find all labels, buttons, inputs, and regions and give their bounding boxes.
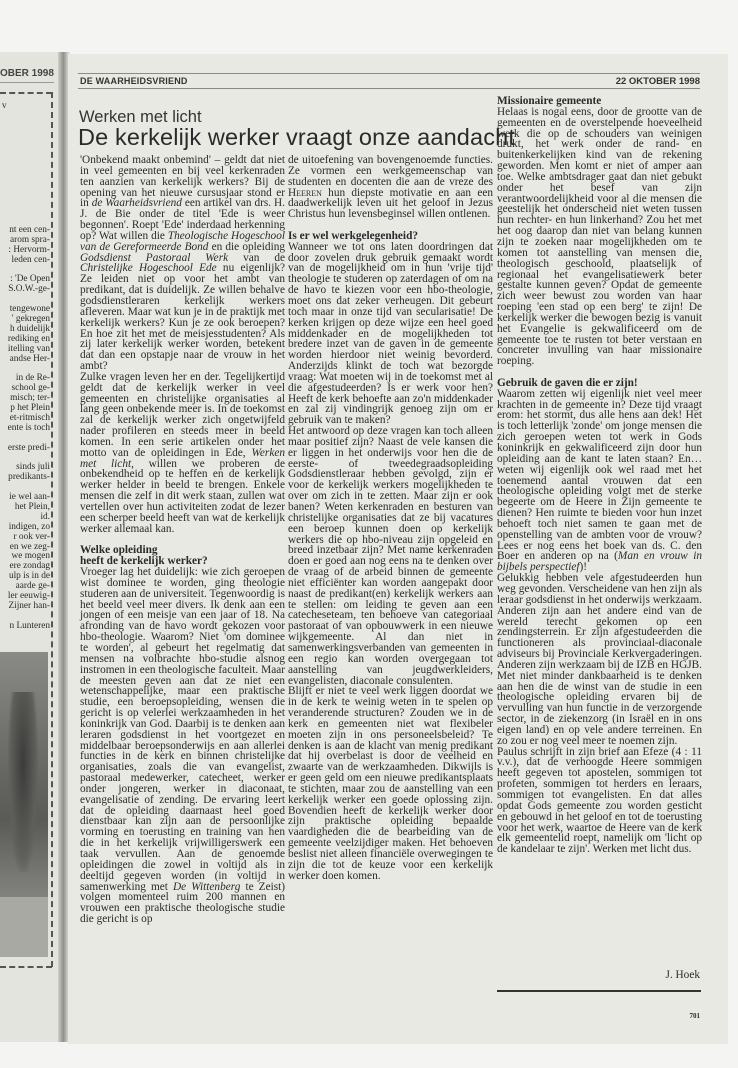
italic-text: De Wittenberg (172, 880, 241, 893)
text-run: Gelukkig hebben vele afgestudeerden hun weg gevonden. Verscheidene van hen zijn als leraar godsdienst in het onderwijs werkzaam. Anderen zijn aan het andere eind van de wereld terecht gekomen op een zendingsterrein. Er zijn afgestudeerden die functioneren als provinciaal-diaconale adviseurs bij Provinciale Kerkvergaderingen. Anderen zijn werkzaam bij de (497, 572, 702, 671)
previous-page-text-line: aarde ge- (15, 581, 50, 592)
previous-page-text-line: we mogen (11, 551, 50, 562)
text-run: Heeren (288, 186, 322, 199)
previous-page-text-line: : 'De Open (10, 274, 50, 285)
paragraph (80, 372, 285, 535)
previous-page-text (0, 226, 50, 632)
text-run: de uitoefening van bovengenoemde functies. Ze vormen een werkgemeenschap van studenten en docenten die aan de vreze des (288, 154, 493, 188)
previous-page-text-line: S.O.W.-ge- (8, 284, 50, 295)
paragraph (288, 426, 493, 686)
paragraph (288, 686, 493, 881)
text-run: Blijft er niet te veel werk liggen doordat we in de kerk te weinig weten in te spelen op veranderende structuren? Zouden we in de kerk en gemeenten niet wat flexibeler moeten zijn in ons personeelsbeleid? Te denken is aan de klacht van menig predikant dat hij overbelast is door de veelheid en zwaarte van de werkzaamheden. Dikwijls is er geen geld om een nieuwe predikantsplaats te stichten, maar zou de aanstelling van een kerkelijk werker een goede oplossing zijn. Bovendien heeft de kerkelijk werker door zijn praktische opleiding bepaalde vaardigheden die de bearbeiding van de gemeente veelzijdiger maken. Het behoeven beslist niet alleen financiële overwegingen te zijn die tot de keuze voor een kerkelijk werker doen komen. (288, 685, 493, 882)
paragraph (80, 155, 285, 372)
previous-page-text-line: indigen, zo (8, 521, 50, 532)
article-column-2 (288, 155, 493, 882)
previous-page-text-line: Zijner han- (8, 600, 50, 611)
text-run: een artikel van drs. H. J. de Bie onder de titel 'Ede is weer begonnen'. Roept 'Ede' inderdaad herkenning op? Wat willen die (80, 197, 285, 242)
text-run: heeft de kerkelijk werker? (80, 555, 208, 568)
text-run: en (654, 658, 671, 671)
previous-page-text-line: p het Plein (10, 403, 50, 414)
previous-page-text-line: rediking en (7, 333, 50, 344)
article-end-rule (497, 990, 701, 992)
previous-page-text-line: ie wel aan- (9, 492, 50, 503)
header-rule-bottom (78, 88, 700, 89)
previous-page-text-line: tengewone (9, 304, 50, 315)
previous-page-text-line: andse Her- (9, 353, 50, 364)
previous-page-photo (0, 652, 48, 957)
text-run: Is er wel werkgelegenheid? (288, 229, 418, 242)
text-run: . Met niet minder dankbaarheid is te denken aan hen die de winst van de studie in een theologische opleiding ervaren bij de vervulling van hun functie in de verzorgende sector, in de ziekenzorg (in Israël en in ons eigen land) en op vele andere terreinen. En zo zou er nog veel meer te noemen zijn. (497, 658, 702, 747)
text-run: te Zeist) volgen momenteel ruim 200 mannen en vrouwen een praktische theologische studie die gericht is op (80, 880, 286, 926)
publication-name: DE WAARHEIDSVRIEND (80, 76, 188, 86)
text-run: HGJB (670, 658, 700, 671)
text-run: hun diepste motivatie en aan een daadwerkelijk leven uit het geloof in Jezus Christus hun levensbeginsel willen ontlenen. (288, 186, 493, 221)
dashed-box-border-right (51, 92, 53, 967)
italic-text: Werken met licht, (80, 446, 285, 470)
previous-page-corner-mark: v (2, 100, 7, 110)
article-kicker: Werken met licht (79, 108, 202, 126)
article-title: De kerkelijk werker vraagt onze aandacht (78, 124, 516, 150)
text-run: Welke opleiding (80, 544, 158, 557)
previous-page-text-line: leden cen- (11, 254, 50, 265)
text-run: Vroeger lag het duidelijk: wie zich geroepen wist dominee te worden, ging theologie studeren aan de universiteit. Tegenwoordig is het beeld veel meer divers. Ik denk aan een jongen of een meisje van een jaar of 18. Na afronding van de havo wordt gekozen voor hbo-theologie. Waarom? Niet 'om dominee te worden', al gebeurt het regelmatig dat mensen na volbrachte hbo-studie alsnog instromen in een theologische faculteit. Maar de meesten geven aan dat ze niet een wetenschappelijke, maar een praktische studie, een beroepsopleiding, wensen die gericht is op velerlei werkzaamheden in het koninkrijk van God. Daarbij is te denken aan leraren godsdienst in het voortgezet en middelbaar beroepsonderwijs en aan allerlei functies in de kerk en binnen christelijke organisaties, zoals die van evangelist, pastoraal medewerker, catecheet, werker onder jongeren, werker in diaconaat, evangelisatie of zending. De ervaring leert dat de opleiding daarnaast heel goed dienstbaar kan zijn aan de persoonlijke vorming en toerusting en training van hen die in het kerkelijk vrijwilligerswerk een taak vervullen. Aan de genoemde opleidingen die zowel in voltijd als in deeltijd gegeven worden (in voltijd in samenwerking met (80, 566, 285, 893)
previous-page-text-line: ler eeuwig- (7, 590, 50, 601)
previous-page-text-line: ulp is in de (8, 571, 50, 582)
previous-page-text-line: itelling van (7, 343, 50, 354)
text-run: Gebruik de gaven die er zijn! (497, 376, 638, 389)
text-run: Het antwoord op deze vragen kan toch alleen maar positief zijn? Naast de vele kansen die er liggen in het onderwijs voor hen die de eerste- of tweedegraadsopleiding Godsdienstleraar hebben gevolgd, zijn er voor de kerkelijk werkers mogelijkheden te over om zich in te zetten. Maar zijn er ook banen? Weten kerkenraden en besturen van christelijke organisaties dat ze bij vacatures een beroep kunnen doen op kerkelijk werkers die op hbo-niveau zijn opgeleid en breed inzetbaar zijn? Met name kerkenraden doen er goed aan nog eens na te denken over de vraag of de arbeid binnen de gemeente niet efficiënter kan worden aangepakt door naast de predikant(en) kerkelijk werkers aan te stellen: om leiding te geven aan een catecheseteam, ten behoeve van categoriaal pastoraat of van opbouwwerk in een nieuwe wijkgemeente. Al dan niet in samenwerkingsverbanden van gemeenten in een regio kan worden overgegaan tot aanstelling van jeugdwerkleiders, evangelisten, diaconale consulenten. (288, 425, 493, 687)
previous-page-text-line: id. (40, 511, 50, 522)
italic-text: Godsdienst Pastoraal Werk (80, 251, 229, 264)
previous-page-text-line: h duidelijk (9, 323, 50, 334)
previous-page-text-line: n Lunteren (9, 620, 50, 631)
paragraph (80, 567, 285, 925)
previous-page-header-rule (0, 82, 54, 83)
paragraph (497, 389, 702, 573)
text-run: en die opleiding (208, 240, 286, 253)
article-column-1 (80, 155, 285, 925)
header-rule-top (78, 73, 700, 74)
italic-text: de Waarheidsvriend (91, 197, 182, 210)
previous-page-text-line: ' gekregen (11, 314, 50, 325)
issue-date: 22 OKTOBER 1998 (615, 76, 700, 87)
previous-page-text-line: et-ritmisch (9, 412, 50, 423)
paragraph (288, 242, 493, 426)
author-signature: J. Hoek (665, 969, 700, 981)
previous-page-text-line: in de Re- (15, 373, 50, 384)
previous-page-text-line: het Plein, (14, 501, 50, 512)
text-run: Missionaire gemeente (497, 95, 602, 107)
text-run: Paulus schrijft in zijn brief aan Efeze (4 : 11 v.v.), dat de verhoogde Heere sommigen heeft gegeven tot apostelen, sommigen tot profeten, sommigen tot herders en leraars, sommigen tot evangelisten. En dat alles opdat Gods gemeente zou worden gesticht en gebouwd in het geloof en tot de toerusting voor het werk, waartoe de Heere van de kerk elk gemeentelid roept, namelijk om 'licht op de kandelaar te zijn'. Werken met licht dus. (497, 745, 702, 856)
previous-page-text-line: school ge- (11, 383, 50, 394)
italic-text: Theologische Hogeschool van de Gereformeerde Bond (80, 229, 285, 253)
text-run: nu eigenlijk? Ze leiden niet op voor het ambt van predikant, dat is duidelijk. Ze willen behalve godsdienstleraren kerkelijk werkers afleveren. Maar wat kun je in de praktijk met kerkelijk werkers? Kun je ze ook beroepen? En hoe zit het met de meisjesstudenten? Als zij later kerkelijk werker worden, betekent dat dan een opstapje naar de vrouw in het ambt? (80, 262, 285, 373)
previous-page-date: OBER 1998 (0, 68, 54, 79)
previous-page-text-line: predikants- (8, 472, 50, 483)
text-run: Helaas is nogal eens, door de grootte van de gemeenten en de overstelpende hoeveelheid werk die op de schouders van weinigen drukt, het werk onder de rand- en buitenkerkelijken kind van de rekening geworden. Men komt er niet of amper aan toe. Welke ambtsdrager gaat dan niet gebukt onder het besef van zijn verantwoordelijkheid voor al die mensen die geestelijk het onderscheid niet weten tussen hun rechter- en hun linkerhand? Zou het met het oog daarop dan niet van belang kunnen zijn te zoeken naar mogelijkheden om te komen tot aanstelling van mensen die, theologisch geschoold, plaatselijk of regionaal het evangelisatiewerk beter gestalte kunnen geven? Opdat de gemeente zich weer bewust zou worden van haar roeping 'een stad op een berg' te zijn! De kerkelijk werker die bewogen bezig is vanuit het Evangelie is gekwalificeerd om de gemeente toe te rusten tot beter verstaan en concreter invulling van haar missionaire roeping. (497, 105, 702, 368)
text-run: )! (579, 561, 588, 574)
dashed-box-border-bottom (0, 966, 52, 968)
text-run: Zulke vragen leven her en der. Tegelijkertijd geldt dat de kerkelijk werker in veel gemeenten en christelijke organisaties al lang geen onbekende meer is. In de toekomst zal de kerkelijk werker zich ongetwijfeld nader profileren en steeds meer in beeld komen. In een serie artikelen onder het motto van de opleidingen in Ede, (80, 370, 285, 459)
paragraph (497, 573, 702, 747)
text-run: van de (228, 251, 285, 264)
paragraph (288, 155, 493, 220)
previous-page-text-line: ente is toch (7, 422, 50, 433)
text-run: Waarom zetten wij eigenlijk niet veel meer krachten in de gemeente in? Deze tijd vraagt erom: het stormt, dus alle hens aan dek! Het is toch letterlijk 'zonde' om jonge mensen die zich geroepen weten tot werk in Gods koninkrijk en gekwalificeerd zijn door hun opleiding aan de kant te laten staan? En… weten wij eigenlijk ook wel raad met het toenemend aantal vrouwen dat een theologische opleiding volgt met de sterke begeerte om de Heere in Zijn gemeente te dienen? Hen ruimte te bieden voor hun inzet behoeft toch niet samen te gaan met de openstelling van de ambten voor de vrouw? Lees er nog eens het boek van ds. C. den Boer en anderen op na ( (497, 387, 702, 563)
text-run: willen we proberen de onbekendheid op te heffen en de kerkelijk werker helder in beeld te brengen. Enkele mensen die zelf in dit werk staan, zullen wat vertellen over hun activiteiten zodat de lezer een scherper beeld heeft van wat de kerkelijk werker allemaal kan. (80, 457, 286, 535)
section-heading (80, 545, 285, 567)
italic-text: Man en vrouw in bijbels perspectief (497, 550, 702, 574)
paragraph (497, 747, 702, 855)
previous-page-text-line: ere zondag (9, 561, 50, 572)
paragraph (497, 107, 702, 367)
dashed-box-border-top (0, 92, 52, 94)
italic-text: Christelijke Hogeschool Ede (80, 262, 217, 275)
page-number: 701 (689, 1012, 700, 1020)
previous-page-text-line: r ook ver- (13, 531, 50, 542)
previous-page-text-line: arom spra- (9, 234, 50, 245)
text-run: 'Onbekend maakt onbemind' – geldt dat niet in veel gemeenten en bij veel kerkenraden ten aanzien van kerkelijk werkers? Bij de opening van het nieuwe cursusjaar stond er in (80, 154, 285, 210)
previous-page-text-line: misch; ter- (10, 393, 50, 404)
text-run: Wanneer we tot ons laten doordringen dat door zovelen druk gebruik gemaakt wordt van de mogelijkheid om in hun 'vrije tijd' theologie te studeren op zaterdagen of om na de havo te kiezen voor een hbo-theologie, moet ons dat zeker verheugen. Dit gebeurt toch maar in onze tijd van secularisatie! De kerken krijgen op deze wijze een heel goed middenkader en de mogelijkheden tot bredere inzet van de gaven in de gemeente worden hierdoor niet weinig bevorderd. Anderzijds klinkt de toch wat bezorgde vraag: Wat moeten wij in de toekomst met al die afgestudeerden? Is er werk voor hen? Heeft de kerk behoefte aan zo'n middenkader en zal zij vindingrijk genoeg zijn om er gebruik van te maken? (288, 240, 493, 427)
previous-page-text-line: erste predi- (7, 442, 50, 453)
article-column-3 (497, 96, 702, 855)
previous-page-text-line: nt een cen- (9, 225, 50, 235)
text-run: IZB (636, 658, 655, 671)
previous-page-text-line: : Hervorm- (8, 244, 50, 255)
previous-page-text-line: sinds juli (16, 462, 50, 473)
previous-page-text-line: en we zeg- (9, 541, 50, 552)
